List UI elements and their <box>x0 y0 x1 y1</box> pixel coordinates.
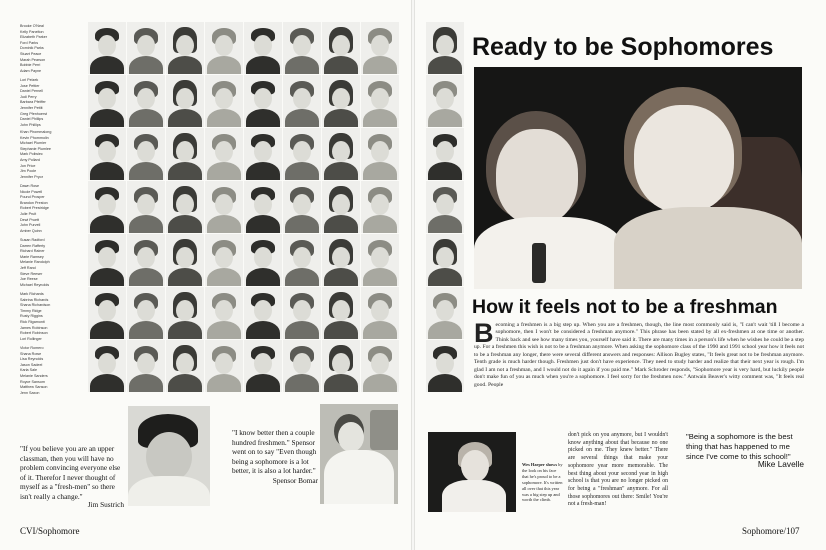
student-portrait <box>426 128 464 180</box>
student-portrait <box>166 234 204 286</box>
student-portrait <box>283 340 321 392</box>
student-portrait <box>244 181 282 233</box>
photo-spensor-bomar <box>320 404 398 504</box>
article-body-top <box>474 322 804 430</box>
student-portrait <box>322 128 360 180</box>
student-portrait <box>166 128 204 180</box>
student-name: Shana Richardson <box>20 303 51 308</box>
page-title: Ready to be Sophomores <box>472 33 774 61</box>
student-portrait <box>322 181 360 233</box>
student-portrait <box>88 75 126 127</box>
student-portrait <box>426 340 464 392</box>
student-portrait <box>426 234 464 286</box>
pull-quote-mike-lavelle <box>686 432 804 469</box>
student-portrait <box>361 234 399 286</box>
student-portrait <box>426 22 464 74</box>
quote-jim-sustrich <box>20 444 124 509</box>
portrait-column-right <box>426 22 464 392</box>
student-name: Marah Pearson <box>20 57 46 62</box>
student-portrait <box>283 22 321 74</box>
student-name: John Phillips <box>20 122 41 127</box>
student-portrait <box>88 234 126 286</box>
student-name: Susan Radford <box>20 238 45 242</box>
quote-text: "I know better then a couple hundred freshmen." Spensor went on to say "Even though being a sophomore is a lot better, it is also a lot harder." <box>232 428 317 476</box>
student-name: Robert Prestridge <box>20 206 49 211</box>
pull-quote-text: "Being a sophomore is the best thing that has happened to me since I've come to this school!" <box>686 432 793 461</box>
student-name: Barbara Pfeiffer <box>20 100 46 105</box>
student-portrait <box>127 340 165 392</box>
student-name: Kevin Phommolin <box>20 135 49 140</box>
student-name: Amy Pollard <box>20 157 40 162</box>
student-name: Victor Romero <box>20 346 44 350</box>
student-portrait <box>361 181 399 233</box>
student-name: Timmy Ridge <box>20 308 42 313</box>
student-name: Robert Robinson <box>20 331 48 336</box>
student-name: Rick Rigamonti <box>20 319 45 324</box>
student-portrait <box>322 22 360 74</box>
student-name: Lori Rollinger <box>20 336 42 341</box>
student-portrait <box>127 128 165 180</box>
student-name: Jeff Rand <box>20 265 36 270</box>
student-portrait <box>205 234 243 286</box>
student-name: Jose Pettier <box>20 83 40 88</box>
student-portrait <box>426 287 464 339</box>
student-portrait <box>283 234 321 286</box>
name-group <box>20 292 84 342</box>
student-name: Brooke O'Neal <box>20 24 44 28</box>
name-group <box>20 24 84 74</box>
student-name: Bobbie Perri <box>20 63 41 68</box>
student-portrait <box>205 22 243 74</box>
student-portrait <box>244 22 282 74</box>
student-portrait <box>166 287 204 339</box>
student-name: Rusty Riggins <box>20 314 43 319</box>
student-portrait <box>88 181 126 233</box>
student-name: Julie Pruit <box>20 211 37 216</box>
student-portrait <box>166 340 204 392</box>
drop-cap: B <box>474 322 494 348</box>
caption-lead: Wes Harper shows <box>522 462 558 467</box>
student-name: Sabrina Richards <box>20 297 49 302</box>
student-portrait <box>127 75 165 127</box>
student-name: Jenn Saxon <box>20 390 40 395</box>
student-portrait <box>88 22 126 74</box>
student-portrait <box>244 75 282 127</box>
student-portrait <box>322 340 360 392</box>
student-portrait <box>322 75 360 127</box>
name-group <box>20 184 84 234</box>
folio-right: Sophomore/107 <box>742 526 800 536</box>
student-name: Kelly Panelton <box>20 29 44 34</box>
student-portrait <box>205 340 243 392</box>
student-portrait <box>322 287 360 339</box>
student-portrait <box>283 287 321 339</box>
name-group <box>20 78 84 128</box>
student-name: Marie Ramsey <box>20 254 44 259</box>
student-name: Jason Sadeel <box>20 362 43 367</box>
name-group <box>20 346 84 396</box>
pull-quote-author: Mike Lavelle <box>757 459 804 470</box>
student-name: Brandon Preston <box>20 200 48 205</box>
page-subtitle: How it feels not to be a freshman <box>472 296 778 318</box>
student-name: James Robinson <box>20 325 48 330</box>
caption-text: by the look on his face that he's proud to be a sophomore. It's written all over that this year was a big step up and worth the climb. <box>522 462 563 503</box>
student-name: Matthew Sanson <box>20 385 48 390</box>
student-name: Mark Poliwiec <box>20 152 43 157</box>
name-group <box>20 130 84 180</box>
main-photo-sophomores <box>474 67 802 289</box>
student-portrait <box>426 181 464 233</box>
student-name: Stuart Peace <box>20 51 42 56</box>
student-name: Pound Prosper <box>20 195 45 200</box>
student-portrait <box>88 128 126 180</box>
student-name: Dominik Parks <box>20 46 44 51</box>
student-name: Jennifer Pettit <box>20 105 43 110</box>
student-name: Joe Reese <box>20 277 38 282</box>
student-portrait <box>426 75 464 127</box>
student-name: Nicole Powell <box>20 189 43 194</box>
student-name: Dawn Rose <box>20 184 40 188</box>
portrait-grid <box>88 22 399 392</box>
student-name: Dewi Pruett <box>20 217 40 222</box>
photo-jim-sustrich <box>128 406 210 506</box>
photo-wes-harper <box>428 432 516 512</box>
student-portrait <box>127 22 165 74</box>
student-portrait <box>127 234 165 286</box>
student-name: Shana Rowe <box>20 351 42 356</box>
student-portrait <box>244 340 282 392</box>
student-name: Jon Price <box>20 163 36 168</box>
student-name: Daniel Pernell <box>20 89 43 94</box>
name-group <box>20 238 84 288</box>
student-name: Karla Sale <box>20 368 38 373</box>
student-portrait <box>127 287 165 339</box>
student-portrait <box>361 22 399 74</box>
student-name: Royce Sansom <box>20 379 46 384</box>
student-name: Richard Rainer <box>20 249 45 254</box>
student-name: Khan Phommalong <box>20 130 52 134</box>
student-name: Judi Perry <box>20 94 37 99</box>
student-portrait <box>322 234 360 286</box>
student-name: Jennifer Pryor <box>20 174 43 179</box>
student-name: Ford Parks <box>20 40 39 45</box>
student-name: Adam Payne <box>20 68 42 73</box>
student-portrait <box>205 128 243 180</box>
student-portrait <box>283 128 321 180</box>
student-name: Michael Plumier <box>20 141 47 146</box>
student-name: Darren Rafferty <box>20 243 46 248</box>
student-name: Melanie Sanders <box>20 373 48 378</box>
quote-author: Jim Sustrich <box>87 499 124 509</box>
quote-spensor-bomar <box>232 428 318 485</box>
student-name: Michael Reynolds <box>20 282 50 287</box>
student-name: John Purvell <box>20 223 41 228</box>
student-portrait <box>205 75 243 127</box>
student-name: Lisa Reynolds <box>20 357 44 362</box>
student-name: Lori Pelzek <box>20 78 39 82</box>
student-portrait <box>127 181 165 233</box>
quote-text: "If you believe you are an upper classman, then you will have no problem convincing everyone else of it. Therefor I never thought of myself as a "fresh-men" so there isn't really a change." <box>20 444 121 501</box>
student-portrait <box>283 75 321 127</box>
student-portrait <box>88 287 126 339</box>
photo-caption <box>522 462 564 503</box>
article-body-bottom: don't pick on you anymore, but I wouldn't know anything about that because no one picked on me. They knew better." There are several things that make your sophomore year more memorable. The best thing about your second year in high school is that you are no longer picked on for being a "freshman" anymore. For all those sophomores out there: Smile! You're not a fresh-man! <box>568 432 668 508</box>
student-portrait <box>361 128 399 180</box>
student-name: Elizabeth Parker <box>20 35 48 40</box>
student-portrait <box>166 75 204 127</box>
student-portrait <box>205 181 243 233</box>
student-name: Stephanie Plumlee <box>20 146 51 151</box>
student-portrait <box>244 287 282 339</box>
student-portrait <box>205 287 243 339</box>
folio-left: CVI/Sophomore <box>20 526 80 536</box>
page-gutter <box>411 0 415 550</box>
student-portrait <box>88 340 126 392</box>
student-portrait <box>166 181 204 233</box>
student-portrait <box>361 75 399 127</box>
quote-author: Spensor Bomar <box>272 475 318 485</box>
student-portrait <box>244 128 282 180</box>
student-name: Amber Quinn <box>20 228 42 233</box>
student-portrait <box>166 22 204 74</box>
student-name: Jim Poole <box>20 169 37 174</box>
student-portrait <box>361 287 399 339</box>
article-text: ecoming a freshmen is a big step up. When you are a freshmen, though, the line most commonly said is, "I can't wait 'till I become a sophomore, then I won't be considered a freshman anymore." This phrase has been stated by all ex-freshmen at one time or another. Think back and see how many times you, yourself have said it. There are many times in a person's life when he wishes he could be a step up. For a freshmen this wish is not to be a freshman anymore. When asking the sophomore class of the 1990 and 1991 school year how it feels not to be a freshman any longer, there were several different answers and responses: Allison Bugley states, "It feels great not to be freshman anymore. Tenth grade is much harder though. Freshmen just don't have experience. They need to study harder and realize that their next year is rough. I'm glad I am not a freshman, and I would not do it again if you paid me." Mark Schroder responds, "Sophomore year is very hard, but luckily people don't make fun of you as much when you're a sophomore. I feel sorry for the freshmen now." Antwain Beaver's witty comment was, "It feels real good. People <box>474 322 804 388</box>
student-name: Steve Reeser <box>20 271 43 276</box>
student-portrait <box>361 340 399 392</box>
student-name: Melanie Randolph <box>20 260 50 265</box>
student-name: Mark Richards <box>20 292 44 296</box>
student-portrait <box>283 181 321 233</box>
student-name: Greg Pfenhoerst <box>20 111 48 116</box>
student-name: Daniel Phillips <box>20 117 44 122</box>
student-portrait <box>244 234 282 286</box>
